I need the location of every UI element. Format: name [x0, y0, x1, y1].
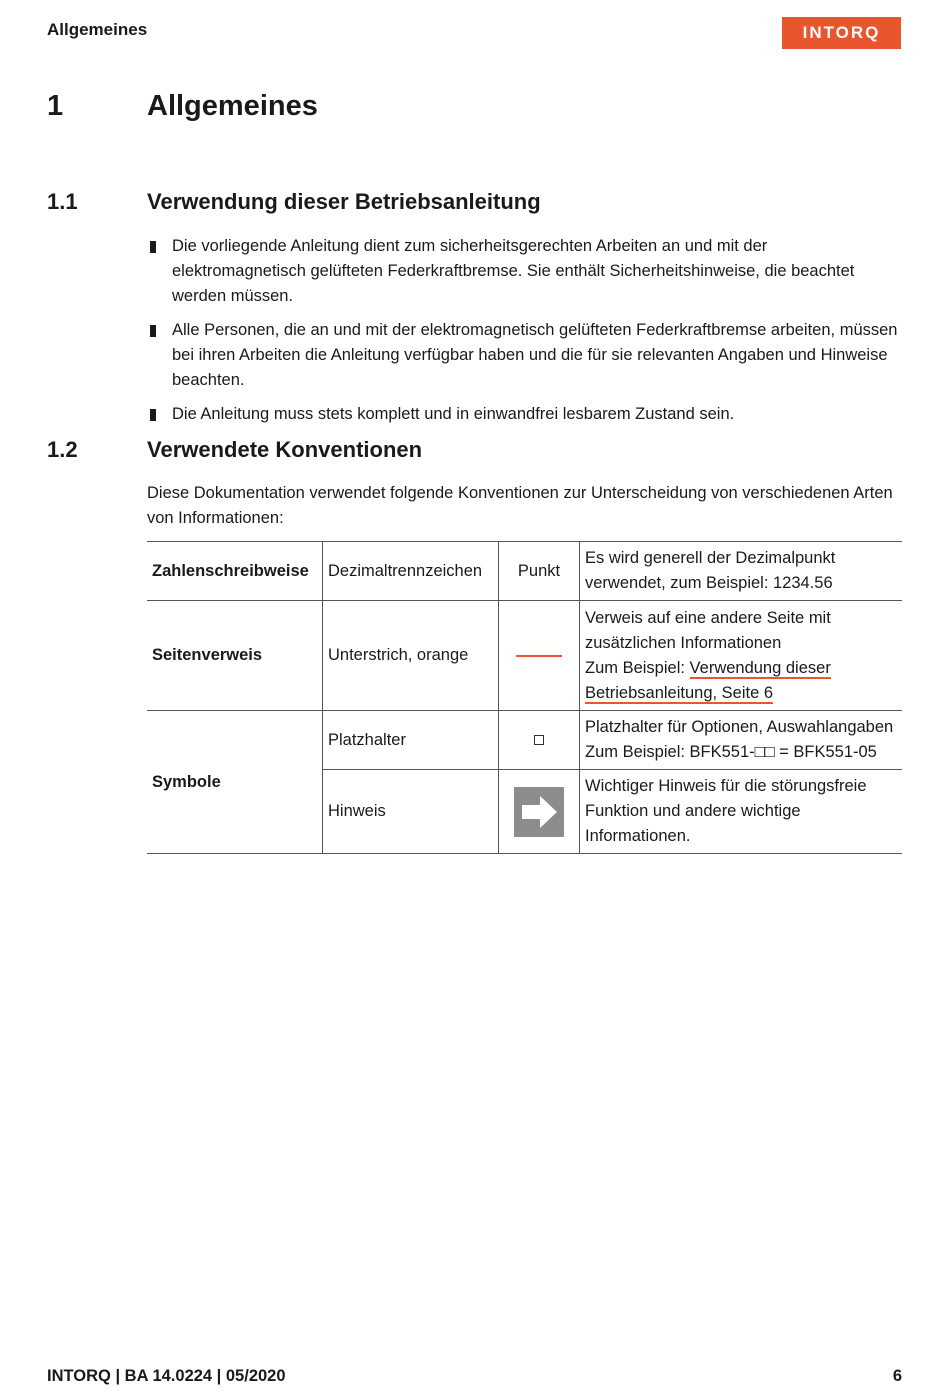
section-number: 1.2 — [47, 437, 78, 462]
table-cell-type: Dezimaltrennzeichen — [323, 542, 499, 601]
table-cell-category: Seitenverweis — [152, 646, 263, 664]
table-cell-symbol — [499, 601, 580, 711]
section-title: Verwendung dieser Betriebsanleitung — [147, 189, 541, 214]
list-item: Alle Personen, die an und mit der elektromagnetisch gelüfteten Federkraftbremse arbeiten, müssen bei ihren Arbeiten die Anleitung verfügbar haben und die für sie relevanten Angaben und Hinweise beachten. — [147, 318, 902, 393]
section-title: Verwendete Konventionen — [147, 437, 423, 462]
conventions-table — [147, 541, 902, 854]
arrow-right-icon — [514, 787, 564, 837]
orange-underline-icon — [516, 655, 562, 657]
table-row — [147, 711, 902, 770]
list-item: Die vorliegende Anleitung dient zum sicherheitsgerechten Arbeiten an und mit der elektromagnetisch gelüfteten Federkraftbremse. Sie enthält Sicherheitshinweise, die beachtet werden müssen. — [147, 234, 902, 309]
footer-document-id: INTORQ | BA 14.0224 | 05/2020 — [47, 1367, 286, 1385]
list-item: Die Anleitung muss stets komplett und in einwandfrei lesbarem Zustand sein. — [147, 402, 902, 427]
table-row — [147, 601, 902, 711]
table-cell-type: Platzhalter — [323, 711, 499, 770]
table-cell-type: Unterstrich, orange — [323, 601, 499, 711]
table-cell-description: Es wird generell der Dezimalpunkt verwendet, zum Beispiel: 1234.56 — [580, 542, 903, 601]
placeholder-box-icon — [534, 735, 544, 745]
table-cell-category: Zahlenschreibweise — [152, 561, 309, 580]
bullet-list — [147, 234, 902, 436]
table-cell-description: Verweis auf eine andere Seite mit zusätzlichen Informationen Zum Beispiel: Verwendung dieser Betriebsanleitung, Seite 6 — [580, 601, 903, 711]
table-cell-description: Wichtiger Hinweis für die störungsfreie Funktion und andere wichtige Informationen. — [580, 770, 903, 854]
table-cell-symbol — [499, 711, 580, 770]
running-header: Allgemeines — [47, 20, 148, 39]
chapter-title: Allgemeines — [147, 90, 318, 122]
bullet-square-icon — [150, 325, 156, 337]
section-intro: Diese Dokumentation verwendet folgende Konventionen zur Unterscheidung von verschiedenen Arten von Informationen: — [147, 484, 893, 527]
table-cell-description: Platzhalter für Optionen, Auswahlangaben Zum Beispiel: BFK551-□□ = BFK551-05 — [580, 711, 903, 770]
table-row — [147, 542, 902, 601]
table-cell-symbol: Punkt — [499, 542, 580, 601]
bullet-square-icon — [150, 409, 156, 421]
table-cell-type: Hinweis — [323, 770, 499, 854]
page-reference-link[interactable]: Verwendung dieser Betriebsanleitung, Seite 6 — [585, 658, 831, 702]
page-number: 6 — [892, 1367, 902, 1385]
section-number: 1.1 — [47, 189, 78, 214]
bullet-square-icon — [150, 241, 156, 253]
chapter-number: 1 — [47, 90, 64, 122]
intorq-logo: INTORQ — [782, 17, 901, 49]
table-cell-category: Symbole — [152, 772, 221, 791]
table-cell-symbol — [499, 770, 580, 854]
